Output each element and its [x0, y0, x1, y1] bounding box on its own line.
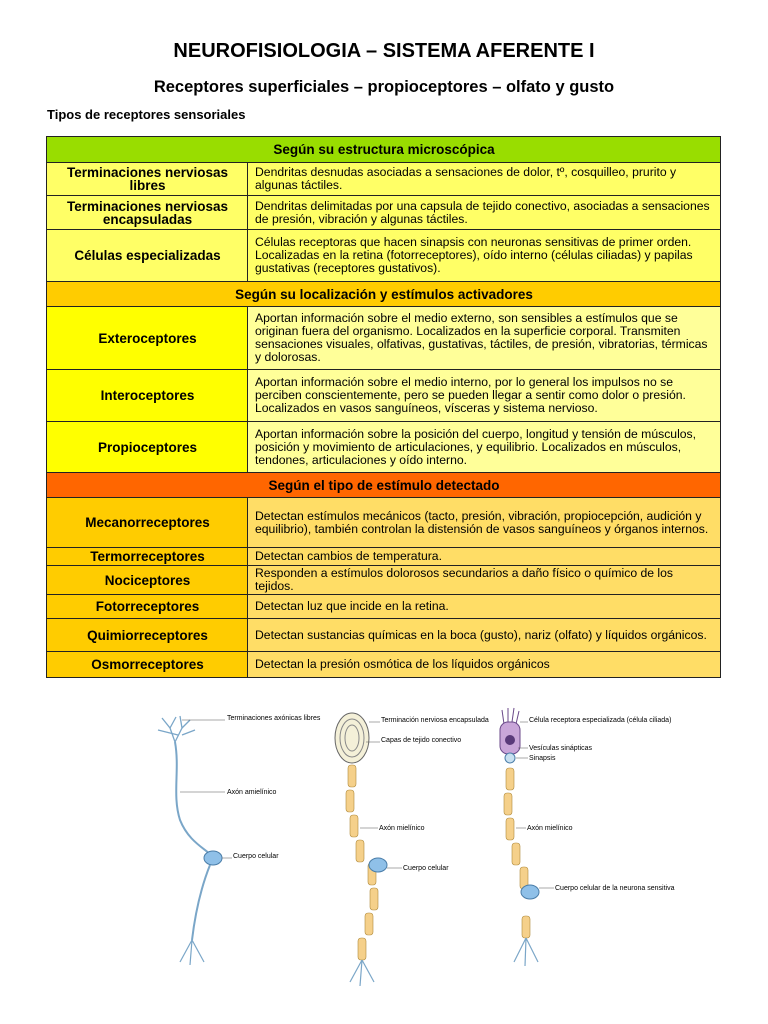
row-name: Osmorreceptores — [47, 652, 248, 678]
label-capsule: Terminación nerviosa encapsulada — [381, 717, 489, 724]
row-description: Dendritas delimitadas por una capsula de tejido conectivo, asociadas a sensaciones de presión, vibración y algunas táctiles. — [248, 196, 721, 230]
encapsulated-ending-figure — [335, 713, 489, 986]
row-description: Aportan información sobre el medio interno, por lo general los impulsos no se perciben conscientemente, pero se pueden llegar a sentir como dolor o presión. Localizados en vasos sanguíneos, vísceras y sistema nervioso. — [248, 370, 721, 422]
row-description: Responden a estímulos dolorosos secundarios a daño físico o químico de los tejidos. — [248, 566, 721, 595]
row-description: Células receptoras que hacen sinapsis con neuronas sensitivas de primer orden. Localizadas en la retina (fotorreceptores), oído interno (células ciliadas) y papilas gustativas (receptores gustativos). — [248, 230, 721, 282]
label-connective-layers: Capas de tejido conectivo — [381, 737, 462, 744]
row-name: Terminaciones nerviosas encapsuladas — [47, 196, 248, 230]
row-description: Detectan luz que incide en la retina. — [248, 595, 721, 619]
row-name: Fotorreceptores — [47, 595, 248, 619]
row-name: Termorreceptores — [47, 548, 248, 566]
label-cell-body: Cuerpo celular — [403, 865, 449, 872]
label-receptor-cell: Célula receptora especializada (célula ciliada) — [529, 717, 672, 724]
label-vesicles: Vesículas sinápticas — [529, 745, 593, 752]
unmyelinated-axon — [175, 742, 215, 860]
row-name: Terminaciones nerviosas libres — [47, 163, 248, 196]
page-title: NEUROFISIOLOGIA – SISTEMA AFERENTE I — [173, 40, 595, 62]
terminal-branches — [180, 940, 204, 965]
myelin-segments — [504, 768, 530, 938]
cell-body — [369, 858, 387, 872]
label-sensory-neuron-body: Cuerpo celular de la neurona sensitiva — [555, 885, 675, 892]
row-name: Exteroceptores — [47, 307, 248, 370]
page-subtitle: Receptores superficiales – propioceptores – olfato y gusto — [153, 78, 615, 96]
row-description: Detectan la presión osmótica de los líquidos orgánicos — [248, 652, 721, 678]
label-cell-body: Cuerpo celular — [233, 853, 279, 860]
specialized-cell-figure — [500, 708, 675, 966]
receptor-types-table — [46, 136, 721, 678]
row-description: Detectan estímulos mecánicos (tacto, presión, vibración, propiocepción, audición y equilibrio), también controlan la distensión de vasos sanguíneos y órganos internos. — [248, 498, 721, 548]
label-synapse: Sinapsis — [529, 755, 556, 762]
row-name: Propioceptores — [47, 422, 248, 473]
nucleus — [505, 735, 515, 745]
row-name: Células especializadas — [47, 230, 248, 282]
axon-terminal — [192, 865, 210, 940]
free-nerve-ending-figure — [158, 715, 321, 965]
row-name: Nociceptores — [47, 566, 248, 595]
cell-body — [204, 851, 222, 865]
synapse — [505, 753, 515, 763]
group-heading-structure: Según su estructura microscópica — [47, 137, 721, 163]
row-description: Detectan cambios de temperatura. — [248, 548, 721, 566]
row-name: Quimiorreceptores — [47, 619, 248, 652]
label-myelinated-axon: Axón mielínico — [379, 825, 425, 832]
row-description: Detectan sustancias químicas en la boca (gusto), nariz (olfato) y líquidos orgánicos. — [248, 619, 721, 652]
label-free-endings: Terminaciones axónicas libres — [227, 715, 321, 722]
group-heading-stimulus: Según el tipo de estímulo detectado — [47, 473, 721, 498]
row-description: Aportan información sobre el medio externo, son sensibles a estímulos que se originan fuera del organismo. Localizados en la superficie corporal. Transmiten sensaciones visuales, olfativas, gustativas, táctiles, de presión, vibratorias, térmicas y dolorosas. — [248, 307, 721, 370]
cell-body — [521, 885, 539, 899]
section-heading: Tipos de receptores sensoriales — [47, 107, 246, 122]
label-unmyelinated-axon: Axón amielínico — [227, 789, 277, 796]
label-myelinated-axon: Axón mielínico — [527, 825, 573, 832]
row-name: Mecanorreceptores — [47, 498, 248, 548]
receptor-illustrations — [120, 700, 740, 1000]
group-heading-location: Según su localización y estímulos activadores — [47, 282, 721, 307]
row-name: Interoceptores — [47, 370, 248, 422]
neuron-diagrams — [120, 700, 740, 1000]
row-description: Aportan información sobre la posición del cuerpo, longitud y tensión de músculos, posición y movimiento de articulaciones, y equilibrio. Localizados en músculos, tendones, articulaciones y oído interno. — [248, 422, 721, 473]
row-description: Dendritas desnudas asociadas a sensaciones de dolor, tº, cosquilleo, prurito y algunas táctiles. — [248, 163, 721, 196]
